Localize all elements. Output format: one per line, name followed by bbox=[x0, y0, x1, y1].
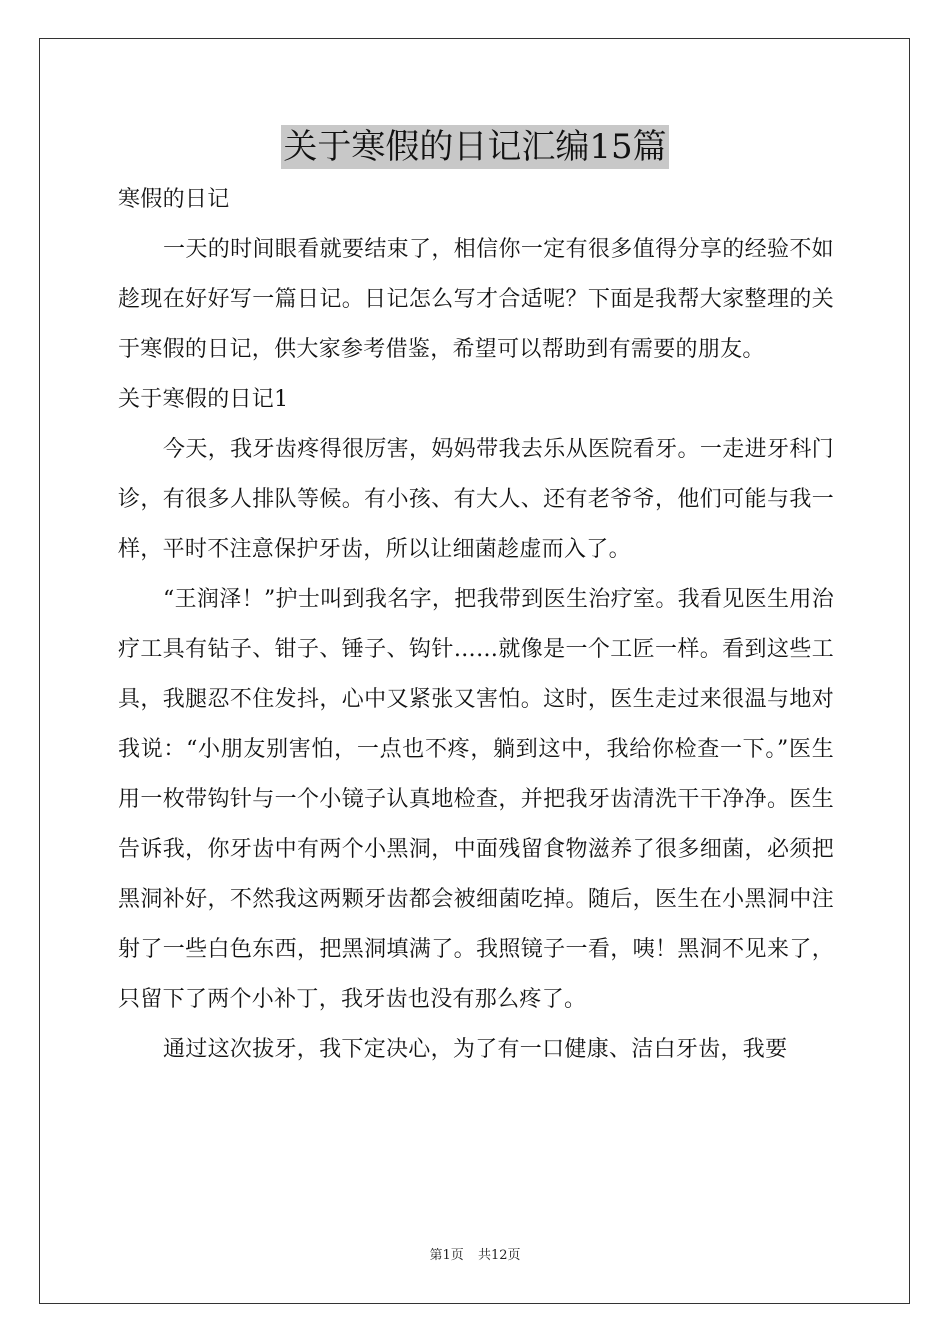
title-container bbox=[0, 125, 950, 169]
body-paragraph: 一天的时间眼看就要结束了，相信你一定有很多值得分享的经验不如趁现在好好写一篇日记。日记怎么写才合适呢？下面是我帮大家整理的关于寒假的日记，供大家参考借鉴，希望可以帮助到有需要的朋友。 bbox=[118, 237, 834, 362]
page-total: 共12页 bbox=[477, 1248, 521, 1263]
section-heading: 关于寒假的日记1 bbox=[118, 387, 289, 412]
page-number: 第1页 bbox=[429, 1248, 464, 1263]
page-footer bbox=[0, 1244, 950, 1263]
body-paragraph: 通过这次拔牙，我下定决心，为了有一口健康、洁白牙齿，我要 bbox=[163, 1037, 788, 1062]
document-title: 关于寒假的日记汇编15篇 bbox=[283, 127, 667, 167]
section-heading: 寒假的日记 bbox=[118, 187, 230, 212]
body-paragraph: “王润泽！”护士叫到我名字，把我带到医生治疗室。我看见医生用治疗工具有钻子、钳子、锤子、钩针……就像是一个工匠一样。看到这些工具，我腿忍不住发抖，心中又紧张又害怕。这时，医生走过来很温与地对我说：“小朋友别害怕，一点也不疼，躺到这中，我给你检查一下。”医生用一枚带钩针与一个小镜子认真地检查，并把我牙齿清洗干干净净。医生告诉我，你牙齿中有两个小黑洞，中面残留食物滋养了很多细菌，必须把黑洞补好，不然我这两颗牙齿都会被细菌吃掉。随后，医生在小黑洞中注射了一些白色东西，把黑洞填满了。我照镜子一看，咦！黑洞不见来了，只留下了两个小补丁，我牙齿也没有那么疼了。 bbox=[118, 587, 834, 1012]
document-body bbox=[118, 175, 834, 1075]
body-paragraph: 今天，我牙齿疼得很厉害，妈妈带我去乐从医院看牙。一走进牙科门诊，有很多人排队等候。有小孩、有大人、还有老爷爷，他们可能与我一样，平时不注意保护牙齿，所以让细菌趁虚而入了。 bbox=[118, 437, 834, 562]
